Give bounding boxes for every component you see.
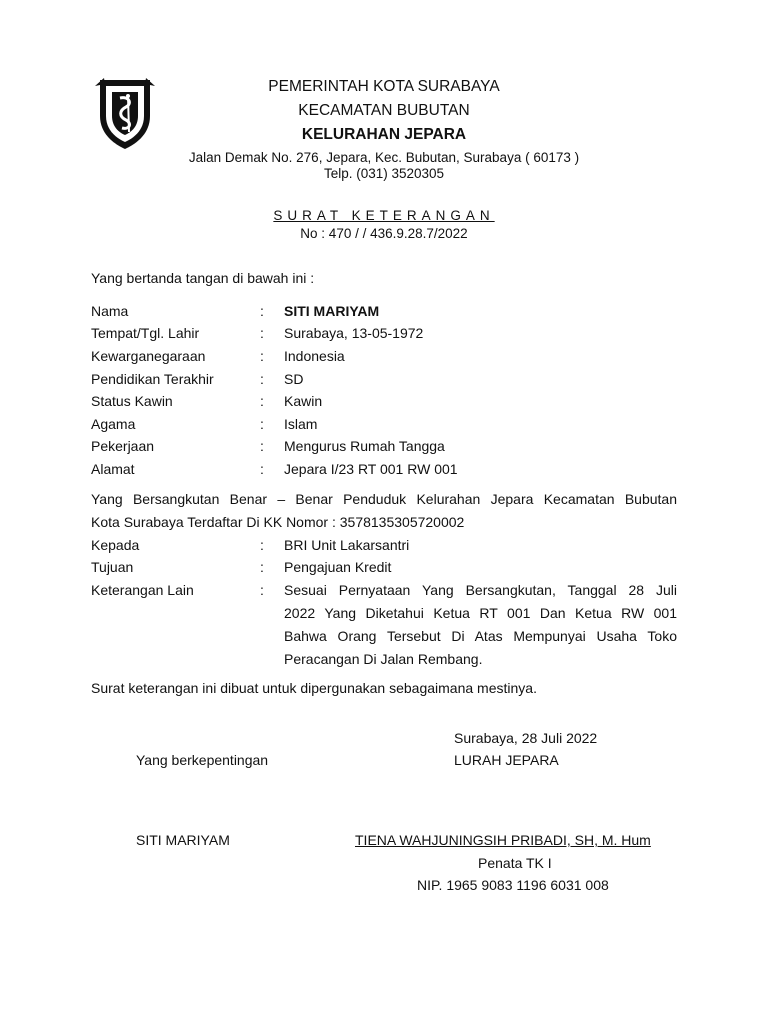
field-label-education: Pendidikan Terakhir: [91, 371, 214, 387]
right-signer-name: TIENA WAHJUNINGSIH PRIBADI, SH, M. Hum: [355, 832, 651, 848]
field-colon: :: [260, 461, 264, 477]
field-value-education: SD: [284, 371, 304, 387]
field-label-name: Nama: [91, 303, 129, 319]
field-colon: :: [260, 393, 264, 409]
village-title: KELURAHAN JEPARA: [301, 126, 467, 143]
field-label-purpose: Tujuan: [91, 559, 134, 575]
field-value-purpose: Pengajuan Kredit: [284, 559, 392, 575]
field-colon: :: [260, 438, 264, 454]
header-phone: Telp. (031) 3520305: [323, 166, 445, 181]
field-value-religion: Islam: [284, 416, 318, 432]
remarks-line: 2022 Yang Diketahui Ketua RT 001 Dan Ketua RW 001: [284, 605, 677, 621]
field-colon: :: [260, 582, 264, 598]
intro-text: Yang bertanda tangan di bawah ini :: [91, 270, 315, 286]
right-signer-title: LURAH JEPARA: [454, 752, 559, 768]
closing-text: Surat keterangan ini dibuat untuk dipergunakan sebagaimana mestinya.: [91, 680, 537, 696]
field-value-citizenship: Indonesia: [284, 348, 345, 364]
remarks-line: Peracangan Di Jalan Rembang.: [284, 651, 483, 667]
field-label-recipient: Kepada: [91, 537, 140, 553]
field-colon: :: [260, 348, 264, 364]
statement-line-2: Kota Surabaya Terdaftar Di KK Nomor : 3578135305720002: [91, 514, 465, 530]
letter-title: SURAT KETERANGAN: [273, 208, 495, 223]
field-label-birth: Tempat/Tgl. Lahir: [91, 325, 200, 341]
field-label-remarks: Keterangan Lain: [91, 582, 194, 598]
field-colon: :: [260, 303, 264, 319]
city-emblem-icon: [92, 76, 158, 152]
statement-line-1: Yang Bersangkutan Benar – Benar Penduduk Kelurahan Jepara Kecamatan Bubutan: [91, 491, 677, 507]
field-colon: :: [260, 371, 264, 387]
field-value-address: Jepara I/23 RT 001 RW 001: [284, 461, 458, 477]
field-value-marital: Kawin: [284, 393, 323, 409]
government-title: PEMERINTAH KOTA SURABAYA: [268, 78, 500, 95]
field-label-religion: Agama: [91, 416, 136, 432]
signer-nip: NIP. 1965 9083 1196 6031 008: [417, 877, 609, 893]
field-value-name: SITI MARIYAM: [284, 303, 380, 319]
left-signer-name: SITI MARIYAM: [136, 832, 230, 848]
signer-rank: Penata TK I: [478, 855, 552, 871]
field-colon: :: [260, 537, 264, 553]
field-colon: :: [260, 325, 264, 341]
field-label-citizenship: Kewarganegaraan: [91, 348, 206, 364]
header-address: Jalan Demak No. 276, Jepara, Kec. Bubutan, Surabaya ( 60173 ): [188, 150, 580, 165]
field-label-occupation: Pekerjaan: [91, 438, 155, 454]
field-colon: :: [260, 416, 264, 432]
field-colon: :: [260, 559, 264, 575]
remarks-line: Bahwa Orang Tersebut Di Atas Mempunyai Usaha Toko: [284, 628, 677, 644]
district-title: KECAMATAN BUBUTAN: [298, 102, 470, 119]
place-date: Surabaya, 28 Juli 2022: [454, 730, 598, 746]
field-label-address: Alamat: [91, 461, 135, 477]
field-value-birth: Surabaya, 13-05-1972: [284, 325, 424, 341]
field-value-recipient: BRI Unit Lakarsantri: [284, 537, 410, 553]
letter-number: No : 470 / / 436.9.28.7/2022: [300, 226, 468, 241]
remarks-line: Sesuai Pernyataan Yang Bersangkutan, Tanggal 28 Juli: [284, 582, 677, 598]
left-signer-title: Yang berkepentingan: [136, 752, 269, 768]
field-value-occupation: Mengurus Rumah Tangga: [284, 438, 445, 454]
field-label-marital: Status Kawin: [91, 393, 173, 409]
